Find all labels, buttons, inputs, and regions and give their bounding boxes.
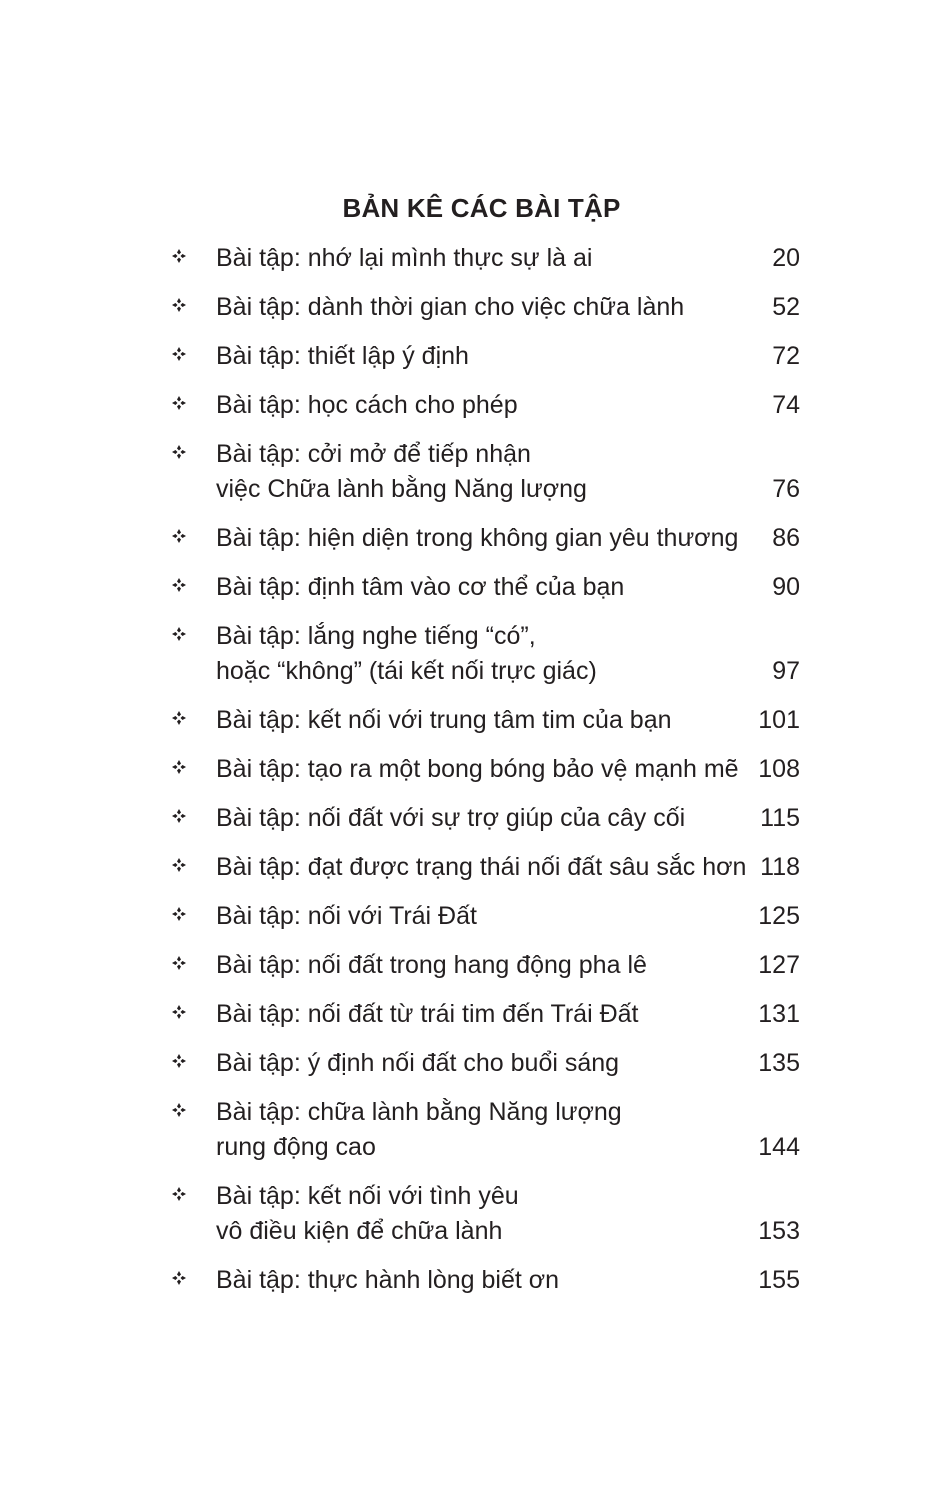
entry-title: Bài tập: nối đất với sự trợ giúp của cây cối	[216, 804, 686, 832]
entry-line	[216, 654, 800, 689]
entry-line	[216, 437, 800, 472]
entry-text	[216, 290, 800, 325]
list-item	[172, 899, 800, 934]
page-number: 108	[758, 755, 800, 783]
bullet-icon	[172, 241, 216, 276]
entry-text	[216, 521, 800, 556]
entry-line	[216, 1214, 800, 1249]
page-number: 76	[772, 475, 800, 503]
bullet-icon	[172, 570, 216, 605]
page-number: 125	[758, 902, 800, 930]
entry-line	[216, 997, 800, 1032]
entry-title: Bài tập: nối với Trái Đất	[216, 902, 477, 930]
page-number: 131	[758, 1000, 800, 1028]
entry-text	[216, 1095, 800, 1165]
entry-title: hoặc “không” (tái kết nối trực giác)	[216, 657, 597, 685]
entry-title: việc Chữa lành bằng Năng lượng	[216, 475, 587, 503]
bullet-icon	[172, 997, 216, 1032]
entry-text	[216, 619, 800, 689]
entry-text	[216, 437, 800, 507]
list-item	[172, 1095, 800, 1165]
page-number: 90	[772, 573, 800, 601]
page-number: 72	[772, 342, 800, 370]
entry-text	[216, 752, 800, 787]
list-item	[172, 703, 800, 738]
entry-text	[216, 703, 800, 738]
entry-title: Bài tập: chữa lành bằng Năng lượng	[216, 1098, 622, 1126]
entry-line	[216, 801, 800, 836]
page-number: 97	[772, 657, 800, 685]
bullet-icon	[172, 437, 216, 472]
page-number: 155	[758, 1266, 800, 1294]
entry-title: Bài tập: kết nối với tình yêu	[216, 1182, 519, 1210]
entry-line	[216, 1095, 800, 1130]
page-number: 135	[758, 1049, 800, 1077]
entry-line	[216, 752, 800, 787]
bullet-icon	[172, 339, 216, 374]
exercise-list	[172, 241, 800, 1312]
bullet-icon	[172, 899, 216, 934]
list-item	[172, 1179, 800, 1249]
page-number: 20	[772, 244, 800, 272]
entry-line	[216, 1046, 800, 1081]
entry-line	[216, 1179, 800, 1214]
entry-text	[216, 899, 800, 934]
list-item	[172, 290, 800, 325]
list-item	[172, 1046, 800, 1081]
entry-text	[216, 850, 800, 885]
list-item	[172, 521, 800, 556]
entry-title: Bài tập: đạt được trạng thái nối đất sâu sắc hơn	[216, 853, 747, 881]
list-item	[172, 388, 800, 423]
list-item	[172, 339, 800, 374]
entry-title: Bài tập: nối đất trong hang động pha lê	[216, 951, 647, 979]
entry-title: Bài tập: học cách cho phép	[216, 391, 518, 419]
entry-text	[216, 997, 800, 1032]
entry-line	[216, 241, 800, 276]
bullet-icon	[172, 619, 216, 654]
list-item	[172, 948, 800, 983]
entry-line	[216, 703, 800, 738]
entry-line	[216, 1263, 800, 1298]
list-item	[172, 619, 800, 689]
entry-title: Bài tập: hiện diện trong không gian yêu thương	[216, 524, 739, 552]
entry-text	[216, 1263, 800, 1298]
entry-line	[216, 948, 800, 983]
bullet-icon	[172, 1046, 216, 1081]
entry-title: Bài tập: tạo ra một bong bóng bảo vệ mạnh mẽ	[216, 755, 739, 783]
entry-title: Bài tập: nối đất từ trái tim đến Trái Đất	[216, 1000, 639, 1028]
page-number: 127	[758, 951, 800, 979]
entry-line	[216, 570, 800, 605]
bullet-icon	[172, 521, 216, 556]
page-number: 101	[758, 706, 800, 734]
bullet-icon	[172, 703, 216, 738]
entry-line	[216, 388, 800, 423]
entry-text	[216, 948, 800, 983]
entry-title: Bài tập: thực hành lòng biết ơn	[216, 1266, 560, 1294]
bullet-icon	[172, 801, 216, 836]
entry-text	[216, 801, 800, 836]
entry-title: rung động cao	[216, 1133, 376, 1161]
entry-title: Bài tập: dành thời gian cho việc chữa lành	[216, 293, 685, 321]
entry-title: Bài tập: nhớ lại mình thực sự là ai	[216, 244, 593, 272]
entry-title: Bài tập: ý định nối đất cho buổi sáng	[216, 1049, 620, 1077]
bullet-icon	[172, 1095, 216, 1130]
entry-title: Bài tập: cởi mở để tiếp nhận	[216, 440, 531, 468]
page-number: 74	[772, 391, 800, 419]
bullet-icon	[172, 1263, 216, 1298]
entry-line	[216, 619, 800, 654]
page-number: 118	[760, 853, 800, 881]
entry-title: Bài tập: thiết lập ý định	[216, 342, 469, 370]
list-item	[172, 752, 800, 787]
entry-line	[216, 290, 800, 325]
list-item	[172, 1263, 800, 1298]
bullet-icon	[172, 850, 216, 885]
bullet-icon	[172, 948, 216, 983]
list-item	[172, 850, 800, 885]
list-item	[172, 437, 800, 507]
bullet-icon	[172, 1179, 216, 1214]
entry-text	[216, 1179, 800, 1249]
entry-title: Bài tập: kết nối với trung tâm tim của bạn	[216, 706, 672, 734]
entry-line	[216, 472, 800, 507]
list-item	[172, 570, 800, 605]
list-item	[172, 801, 800, 836]
bullet-icon	[172, 388, 216, 423]
page-number: 52	[772, 293, 800, 321]
page-number: 115	[760, 804, 800, 832]
entry-line	[216, 521, 800, 556]
bullet-icon	[172, 752, 216, 787]
entry-text	[216, 388, 800, 423]
page-number: 144	[758, 1133, 800, 1161]
entry-title: Bài tập: định tâm vào cơ thể của bạn	[216, 573, 625, 601]
page-number: 153	[758, 1217, 800, 1245]
entry-line	[216, 899, 800, 934]
entry-line	[216, 1130, 800, 1165]
entry-title: vô điều kiện để chữa lành	[216, 1217, 503, 1245]
bullet-icon	[172, 290, 216, 325]
entry-text	[216, 241, 800, 276]
entry-text	[216, 339, 800, 374]
entry-line	[216, 850, 800, 885]
entry-text	[216, 570, 800, 605]
entry-title: Bài tập: lắng nghe tiếng “có”,	[216, 622, 536, 650]
page-number: 86	[772, 524, 800, 552]
list-item	[172, 997, 800, 1032]
page-title: BẢN KÊ CÁC BÀI TẬP	[342, 193, 621, 223]
list-item	[172, 241, 800, 276]
entry-line	[216, 339, 800, 374]
entry-text	[216, 1046, 800, 1081]
